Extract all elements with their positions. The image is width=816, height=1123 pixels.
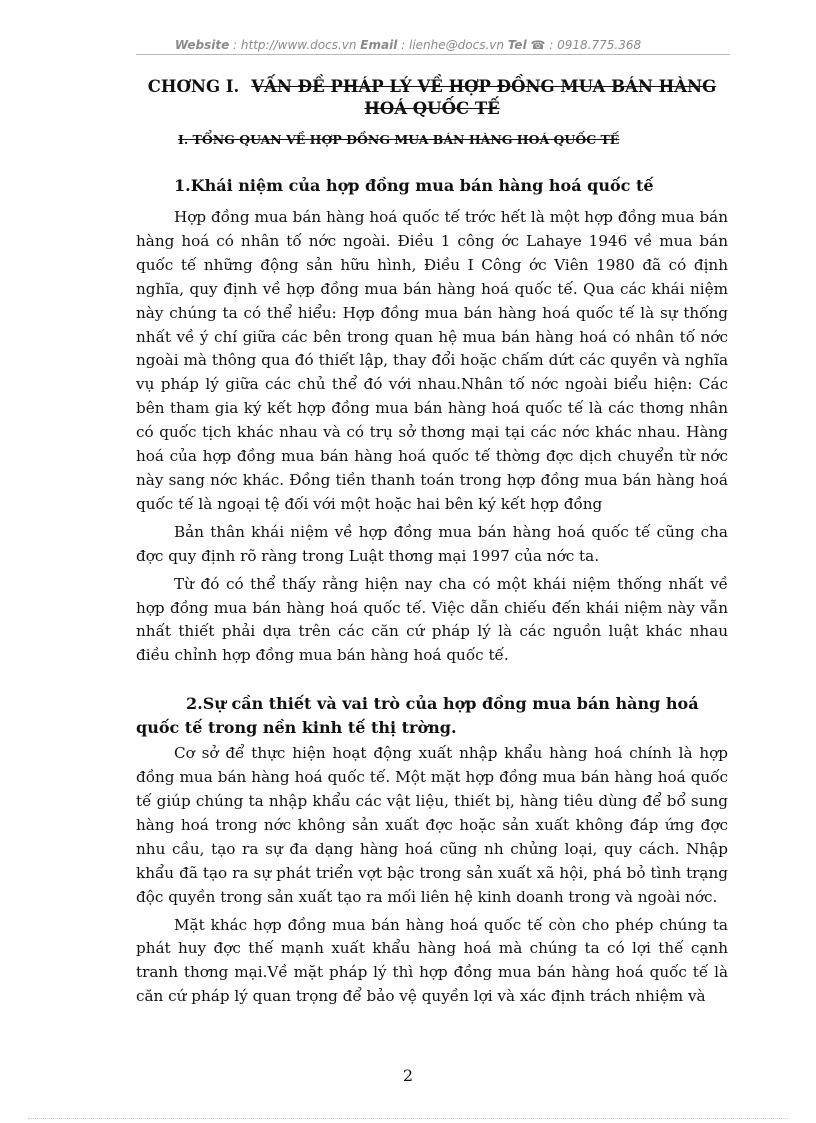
website-label: Website — [174, 38, 230, 52]
paragraph-2: Bản thân khái niệm về hợp đồng mua bán hàng hoá quốc tế cũng cha đợc quy định rõ ràng trong Luật thơng mại 1997 của nớc ta. — [136, 522, 728, 565]
footer-divider — [28, 1118, 788, 1119]
chapter-title — [136, 76, 728, 120]
heading-definition: 1.Khái niệm của hợp đồng mua bán hàng hoá quốc tế — [174, 176, 654, 195]
email-label: Email — [360, 38, 398, 52]
chapter-number: CHƠNG I. — [147, 77, 240, 96]
paragraph-5: Mặt khác hợp đồng mua bán hàng hoá quốc tế còn cho phép chúng ta phát huy đợc thế mạnh xuất khẩu hàng hoá mà chúng ta có lợi thế cạnh tranh thơng mại.Về mặt pháp lý thì hợp đồng mua bán hàng hoá quốc tế là căn cứ pháp lý quan trọng để bảo vệ quyền lợi và xác định trách nhiệm và — [136, 915, 728, 1006]
document-body — [136, 76, 728, 1013]
page-number: 2 — [402, 1066, 414, 1085]
website-value: : http://www.docs.vn — [229, 38, 361, 52]
header-divider — [136, 54, 730, 55]
page-header — [0, 38, 816, 52]
paragraph-3: Từ đó có thể thấy rằng hiện nay cha có một khái niệm thống nhất về hợp đồng mua bán hàng hoá quốc tế. Việc dẫn chiếu đến khái niệm này vẫn nhất thiết phải dựa trên các căn cứ pháp lý là các nguồn luật khác nhau điều chỉnh hợp đồng mua bán hàng hoá quốc tế. — [136, 574, 728, 665]
tel-value: ☎ : 0918.775.368 — [526, 38, 642, 52]
paragraph-4: Cơ sở để thực hiện hoạt động xuất nhập khẩu hàng hoá chính là hợp đồng mua bán hàng hoá quốc tế. Một mặt hợp đồng mua bán hàng hoá quốc tế giúp chúng ta nhập khẩu các vật liệu, thiết bị, hàng tiêu dùng để bổ sung hàng hoá trong nớc không sản xuất đợc hoặc sản xuất không đáp ứng đợc nhu cầu, tạo ra sự đa dạng hàng hoá cũng nh chủng loại, quy cách. Nhập khẩu đã tạo ra sự phát triển vợt bậc trong sản xuất xã hội, phá bỏ tình trạng độc quyền trong sản xuất tạo ra mối liên hệ kinh doanh trong và ngoài nớc. — [136, 744, 728, 906]
heading-role: 2.Sự cần thiết và vai trò của hợp đồng mua bán hàng hoá quốc tế trong nền kinh tế thị trờng. — [136, 694, 699, 738]
tel-label: Tel — [507, 38, 527, 52]
paragraph-1: Hợp đồng mua bán hàng hoá quốc tế trớc hết là một hợp đồng mua bán hàng hoá có nhân tố nớc ngoài. Điều 1 công ớc Lahaye 1946 về mua bán quốc tế những động sản hữu hình, Điều I Công ớc Viên 1980 đã có định nghĩa, quy định về hợp đồng mua bán hàng hoá quốc tế. Qua các khái niệm này chúng ta có thể hiểu: Hợp đồng mua bán hàng hoá quốc tế là sự thống nhất về ý chí giữa các bên trong quan hệ mua bán hàng hoá có nhân tố nớc ngoài mà thông qua đó thiết lập, thay đổi hoặc chấm dứt các quyền và nghĩa vụ pháp lý giữa các chủ thể đó với nhau.Nhân tố nớc ngoài biểu hiện: Các bên tham gia ký kết hợp đồng mua bán hàng hoá quốc tế là các thơng nhân có quốc tịch khác nhau và có trụ sở thơng mại tại các nớc khác nhau. Hàng hoá của hợp đồng mua bán hàng hoá quốc tế thờng đợc dịch chuyển từ nớc này sang nớc khác. Đồng tiền thanh toán trong hợp đồng mua bán hàng hoá quốc tế là ngoại tệ đối với một hoặc hai bên ký kết hợp đồng — [136, 208, 728, 513]
section-title: I. TỔNG QUAN VỀ HỢP ĐỒNG MUA BÁN HÀNG HOÁ QUỐC TẾ — [178, 132, 620, 147]
chapter-heading: VẤN ĐỀ PHÁP LÝ VỀ HỢP ĐỒNG MUA BÁN HÀNG HOÁ QUỐC TẾ — [251, 77, 717, 118]
email-value: : lienhe@docs.vn — [397, 38, 508, 52]
